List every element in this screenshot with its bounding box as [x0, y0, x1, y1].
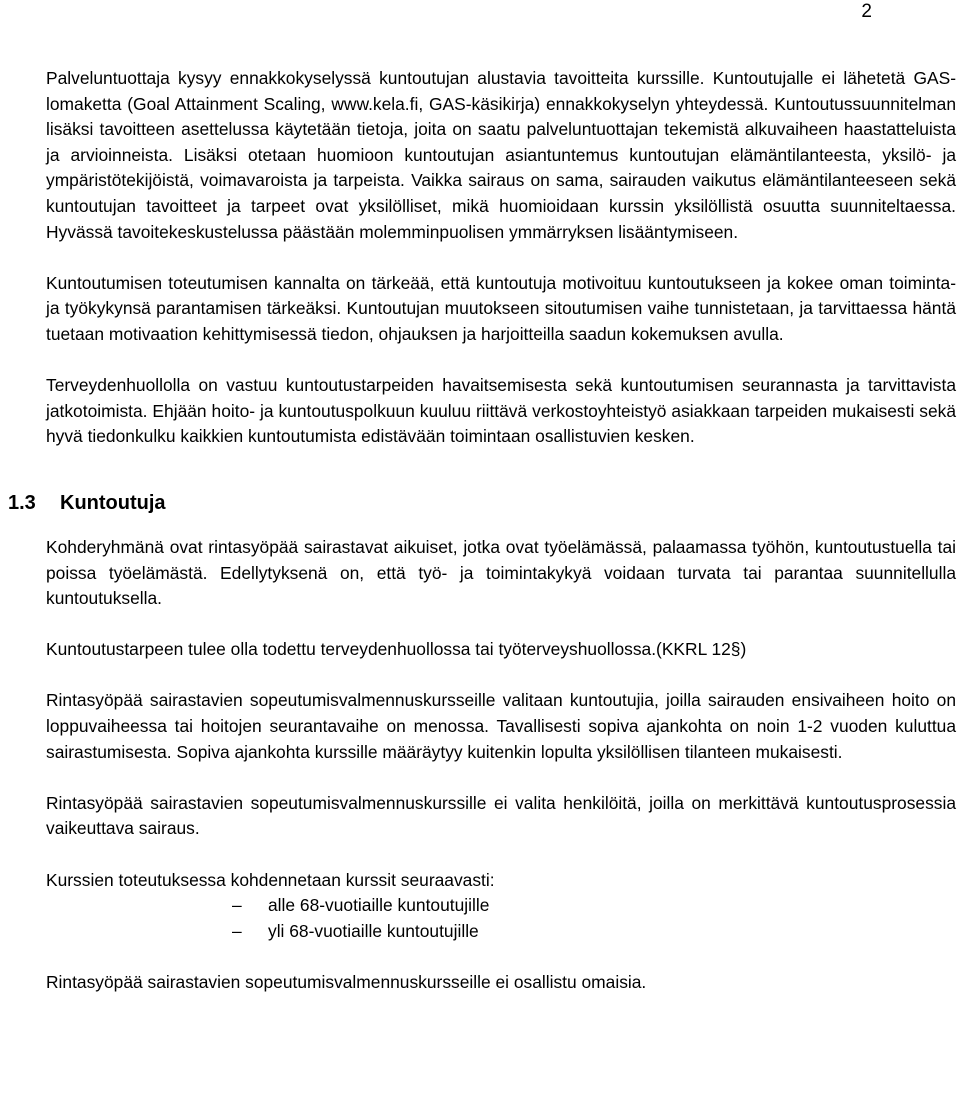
document-body — [8, 66, 956, 996]
paragraph-kohdennus: Kurssien toteutuksessa kohdennetaan kurssit seuraavasti: — [46, 869, 495, 890]
section-number: 1.3 — [8, 491, 36, 514]
dash-bullet: – — [232, 895, 242, 916]
section-heading — [8, 488, 918, 518]
list-item-text: yli 68-vuotiaille kuntoutujille — [268, 920, 479, 941]
paragraph-valinta: Rintasyöpää sairastavien sopeutumisvalmennuskursseille valitaan kuntoutujia, joilla sairauden ensivaiheen hoito on loppuvaiheessa tai hoitojen seurantavaihe on menossa. Tavallisesti sopiva ajankohta on noin 1-2 vuoden kuluttua sairastumisesta. Sopiva ajankohta kurssille määräytyy kuitenkin lopulta yksilöllisen tilanteen mukaisesti. — [46, 690, 956, 762]
list-item-text: alle 68-vuotiaille kuntoutujille — [268, 895, 490, 916]
list-item — [46, 893, 956, 919]
paragraph-kuntoutustarve: Kuntoutustarpeen tulee olla todettu terveydenhuollossa tai työterveyshuollossa.(KKRL 12§) — [46, 639, 747, 660]
paragraph-omaiset: Rintasyöpää sairastavien sopeutumisvalmennuskursseille ei osallistu omaisia. — [46, 972, 647, 992]
list-item — [46, 919, 956, 945]
paragraph-terveydenhuolto: Terveydenhuollolla on vastuu kuntoutustarpeiden havaitsemisesta sekä kuntoutumisen seurannasta ja tarvittavista jatkotoimista. Ehjään hoito- ja kuntoutuspolkuun kuuluu riittävä verkostoyhteistyö asiakkaan tarpeiden mukaisesti sekä hyvä tiedonkulku kaikkien kuntoutumista edistävään toimintaan osallistuvien kesken. — [46, 375, 956, 447]
section-title: Kuntoutuja — [60, 491, 166, 514]
target-group-list — [46, 893, 956, 944]
paragraph-motivaatio: Kuntoutumisen toteutumisen kannalta on tärkeää, että kuntoutuja motivoituu kuntoutukseen ja kokee oman toiminta- ja työkykynsä parantamisen tärkeäksi. Kuntoutujan muutokseen sitoutumisen vaihe tunnistetaan, ja tarvittaessa häntä tuetaan motivaation kehittymisessä tiedon, ohjauksen ja harjoitteilla saadun kokemuksen avulla. — [46, 272, 956, 344]
paragraph-ennakkokysely: Palveluntuottaja kysyy ennakkokyselyssä kuntoutujan alustavia tavoitteita kurssille. Kuntoutujalle ei lähetetä GAS-lomaketta (Goal Attainment Scaling, www.kela.fi, GAS-käsikirja) ennakkokyselyn yhteydessä. Kuntoutussuunnitelman lisäksi tavoitteen asettelussa käytetään tietoja, joita on saatu palveluntuottajan tekemistä alkuvaiheen haastatteluista ja arvioinneista. Lisäksi otetaan huomioon kuntoutujan asiantuntemus kuntoutujan elämäntilanteesta, yksilö- ja ympäristötekijöistä, voimavaroista ja tarpeista. Vaikka sairaus on sama, sairauden vaikutus elämäntilanteeseen sekä kuntoutujan tavoitteet ja tarpeet ovat yksilölliset, mikä huomioidaan kurssin yksilöllistä osuutta suunniteltaessa. Hyvässä tavoitekeskustelussa päästään molemminpuolisen ymmärryksen lisääntymiseen. — [46, 68, 956, 242]
paragraph-kohderyhma: Kohderyhmänä ovat rintasyöpää sairastavat aikuiset, jotka ovat työelämässä, palaamassa työhön, kuntoutustuella tai poissa työelämästä. Edellytyksenä on, että työ- ja toimintakykyä voidaan turvata tai parantaa suunnitellulla kuntoutuksella. — [46, 536, 956, 609]
paragraph-poissulku: Rintasyöpää sairastavien sopeutumisvalmennuskurssille ei valita henkilöitä, joilla on merkittävä kuntoutusprosessia vaikeuttava sairaus. — [46, 792, 956, 839]
dash-bullet: – — [232, 920, 242, 941]
page-number: 2 — [861, 1, 872, 22]
